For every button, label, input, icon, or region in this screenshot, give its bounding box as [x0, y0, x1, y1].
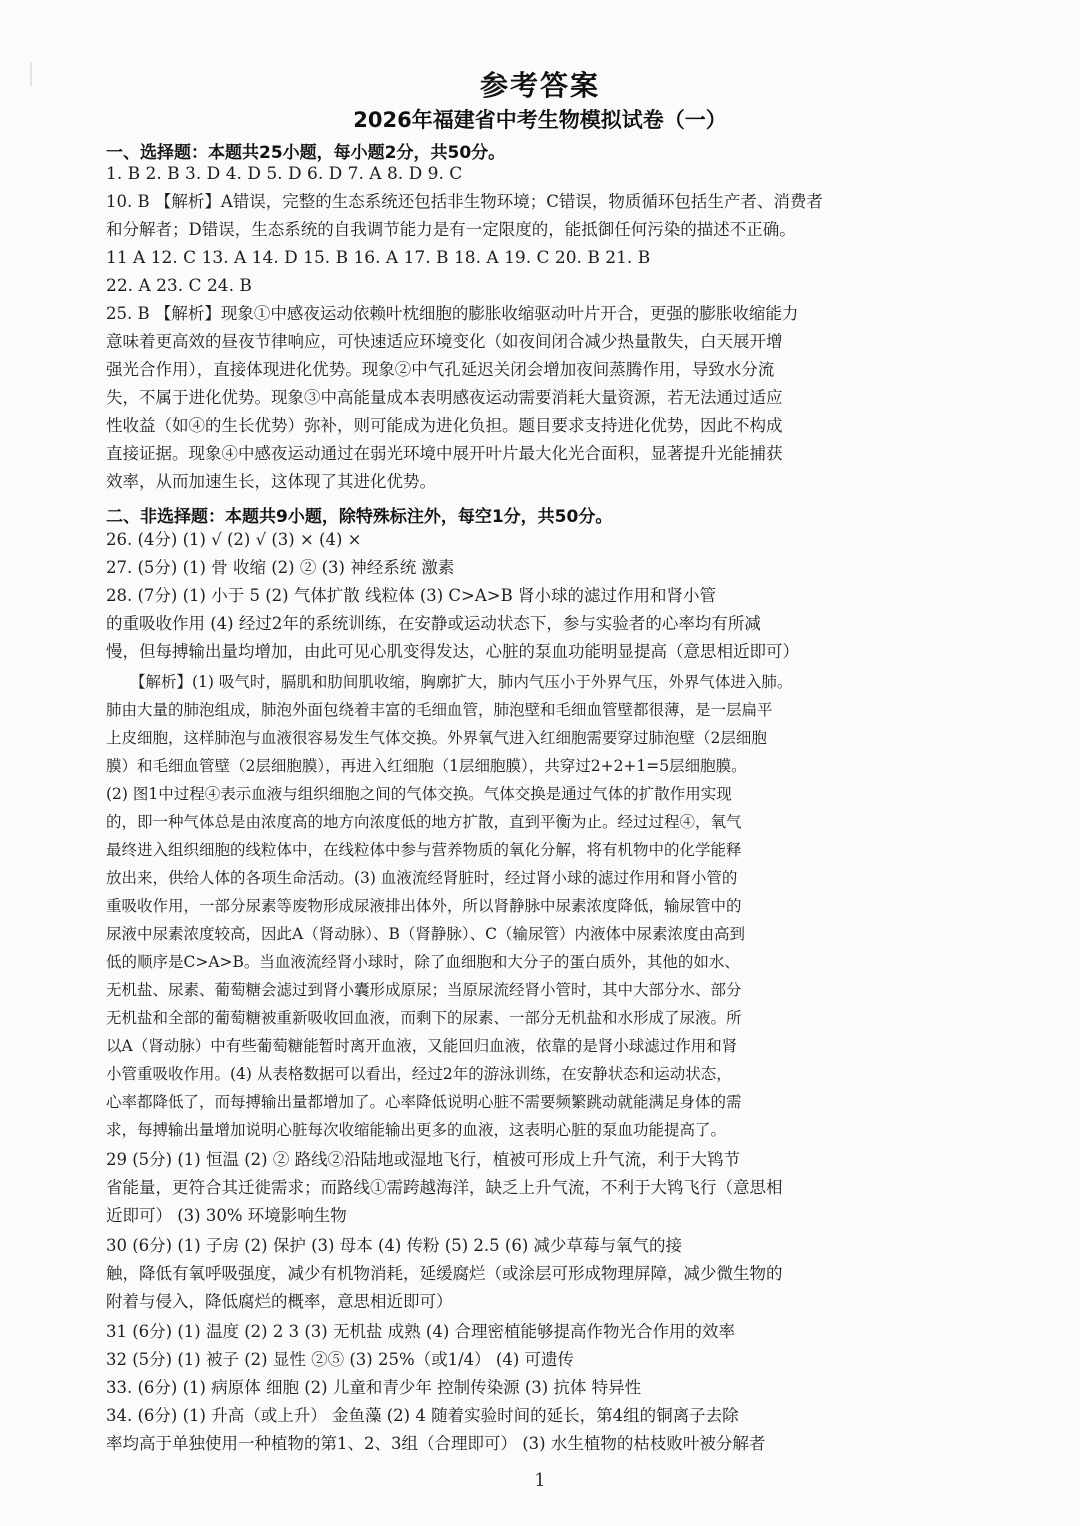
- q31-answer: 31 (6分) (1) 温度 (2) 2 3 (3) 无机盐 成熟 (4) 合理密植能够提高作物光合作用的效率: [106, 1322, 736, 1341]
- q10-line-1: 10. B 【解析】A错误，完整的生态系统还包括非生物环境；C错误，物质循环包括生产者、消费者: [106, 192, 823, 211]
- q28-line-3: 慢，但每搏输出量均增加，由此可见心肌变得发达，心脏的泵血功能明显提高（意思相近即可）: [106, 642, 799, 661]
- q26-answer: 26. (4分) (1) √ (2) √ (3) × (4) ×: [106, 530, 362, 549]
- q25-line-6: 直接证据。现象④中感夜运动通过在弱光环境中展开叶片最大化光合面积，显著提升光能捕获: [106, 444, 783, 463]
- q30-line-3: 附着与侵入，降低腐烂的概率，意思相近即可）: [106, 1292, 453, 1311]
- q28-analysis-line-12: 无机盐、尿素、葡萄糖会滤过到肾小囊形成原尿；当原尿流经肾小管时，其中大部分水、部分: [106, 981, 742, 999]
- q28-analysis-line-3: 上皮细胞，这样肺泡与血液很容易发生气体交换。外界氧气进入红细胞需要穿过肺泡壁（2层细胞: [106, 729, 767, 747]
- q30-line-2: 触，降低有氧呼吸强度，减少有机物消耗，延缓腐烂（或涂层可形成物理屏障，减少微生物的: [106, 1264, 783, 1283]
- q25-line-7: 效率，从而加速生长，这体现了其进化优势。: [106, 472, 436, 491]
- q29-line-2: 省能量，更符合其迁徙需求；而路线①需跨越海洋，缺乏上升气流，不利于大鸨飞行（意思相: [106, 1178, 783, 1197]
- q25-line-2: 意味着更高效的昼夜节律响应，可快速适应环境变化（如夜间闭合减少热量散失，白天展开增: [106, 332, 783, 351]
- q28-analysis-line-6: 的，即一种气体总是由浓度高的地方向浓度低的地方扩散，直到平衡为止。经过过程④，氧气: [106, 813, 742, 831]
- section2-heading: 二、非选择题：本题共9小题，除特殊标注外，每空1分，共50分。: [106, 507, 613, 527]
- page-title: 参考答案: [479, 69, 600, 102]
- q28-analysis-line-14: 以A（肾动脉）中有些葡萄糖能暂时离开血液，又能回归血液，依靠的是肾小球滤过作用和肾: [106, 1037, 738, 1055]
- q28-analysis-line-16: 心率都降低了，而每搏输出量都增加了。心率降低说明心脏不需要频繁跳动就能满足身体的需: [106, 1093, 742, 1111]
- q28-analysis-line-5: (2) 图1中过程④表示血液与组织细胞之间的气体交换。气体交换是通过气体的扩散作用实现: [106, 785, 732, 803]
- q28-analysis-line-9: 重吸收作用，一部分尿素等废物形成尿液排出体外，所以肾静脉中尿素浓度降低，输尿管中的: [106, 897, 742, 915]
- exam-subtitle: 2026年福建省中考生物模拟试卷（一）: [353, 108, 727, 132]
- answers-row-11-21: 11 A 12. C 13. A 14. D 15. B 16. A 17. B 18. A 19. C 20. B 21. B: [106, 248, 651, 268]
- q28-analysis-line-8: 放出来，供给人体的各项生命活动。(3) 血液流经肾脏时，经过肾小球的滤过作用和肾小管的: [106, 869, 738, 887]
- q28-analysis-line-17: 求，每搏输出量增加说明心脏每次收缩能输出更多的血液，这表明心脏的泵血功能提高了。: [106, 1121, 727, 1139]
- q25-line-3: 强光合作用），直接体现进化优势。现象②中气孔延迟关闭会增加夜间蒸腾作用，导致水分流: [106, 360, 775, 379]
- q29-line-3: 近即可） (3) 30% 环境影响生物: [106, 1206, 347, 1225]
- page-number: 1: [534, 1470, 546, 1491]
- q32-answer: 32 (5分) (1) 被子 (2) 显性 ②⑤ (3) 25%（或1/4） (4) 可遗传: [106, 1350, 575, 1369]
- q28-analysis-line-11: 低的顺序是C>A>B。当血液流经肾小球时，除了血细胞和大分子的蛋白质外，其他的如水、: [106, 953, 740, 971]
- q34-line-2: 率均高于单独使用一种植物的第1、2、3组（合理即可） (3) 水生植物的枯枝败叶被分解者: [106, 1434, 766, 1453]
- q30-line-1: 30 (6分) (1) 子房 (2) 保护 (3) 母本 (4) 传粉 (5) 2.5 (6) 减少草莓与氧气的接: [106, 1236, 683, 1255]
- q25-line-4: 失，不属于进化优势。现象③中高能量成本表明感夜运动需要消耗大量资源，若无法通过适应: [106, 388, 783, 407]
- q28-line-1: 28. (7分) (1) 小于 5 (2) 气体扩散 线粒体 (3) C>A>B 肾小球的滤过作用和肾小管: [106, 586, 716, 605]
- section1-heading: 一、选择题：本题共25小题，每小题2分，共50分。: [106, 143, 506, 163]
- q29-line-1: 29 (5分) (1) 恒温 (2) ② 路线②沿陆地或湿地飞行，植被可形成上升气流，利于大鸨节: [106, 1150, 741, 1169]
- q28-analysis-line-10: 尿液中尿素浓度较高，因此A（肾动脉）、B（肾静脉）、C（输尿管）内液体中尿素浓度由高到: [106, 925, 745, 943]
- answers-row-22-24: 22. A 23. C 24. B: [106, 276, 252, 296]
- q34-line-1: 34. (6分) (1) 升高（或上升） 金鱼藻 (2) 4 随着实验时间的延长，第4组的铜离子去除: [106, 1406, 739, 1425]
- q28-analysis-line-7: 最终进入组织细胞的线粒体中，在线粒体中参与营养物质的氧化分解，将有机物中的化学能释: [106, 841, 742, 859]
- answers-row-1-9: 1. B 2. B 3. D 4. D 5. D 6. D 7. A 8. D 9. C: [106, 164, 463, 184]
- q27-answer: 27. (5分) (1) 骨 收缩 (2) ② (3) 神经系统 激素: [106, 558, 455, 577]
- q28-analysis-line-13: 无机盐和全部的葡萄糖被重新吸收回血液，而剩下的尿素、一部分无机盐和水形成了尿液。所: [106, 1009, 742, 1027]
- q33-answer: 33. (6分) (1) 病原体 细胞 (2) 儿童和青少年 控制传染源 (3) 抗体 特异性: [106, 1378, 642, 1397]
- q28-analysis-line-4: 膜）和毛细血管壁（2层细胞膜），再进入红细胞（1层细胞膜），共穿过2+2+1=5层细胞膜。: [106, 757, 747, 775]
- q28-analysis-line-15: 小管重吸收作用。(4) 从表格数据可以看出，经过2年的游泳训练，在安静状态和运动状态，: [106, 1065, 732, 1083]
- q28-analysis-line-2: 肺由大量的肺泡组成，肺泡外面包绕着丰富的毛细血管，肺泡壁和毛细血管壁都很薄，是一层扁平: [106, 701, 773, 719]
- q10-line-2: 和分解者；D错误，生态系统的自我调节能力是有一定限度的，能抵御任何污染的描述不正确。: [106, 220, 796, 239]
- q25-line-1: 25. B 【解析】现象①中感夜运动依赖叶枕细胞的膨胀收缩驱动叶片开合，更强的膨胀收缩能力: [106, 304, 799, 323]
- q28-analysis-line-1: 【解析】(1) 吸气时，膈肌和肋间肌收缩，胸廓扩大，肺内气压小于外界气压，外界气体进入肺。: [130, 673, 793, 691]
- q28-line-2: 的重吸收作用 (4) 经过2年的系统训练，在安静或运动状态下，参与实验者的心率均有所减: [106, 614, 761, 633]
- q25-line-5: 性收益（如④的生长优势）弥补，则可能成为进化负担。题目要求支持进化优势，因此不构成: [106, 416, 783, 435]
